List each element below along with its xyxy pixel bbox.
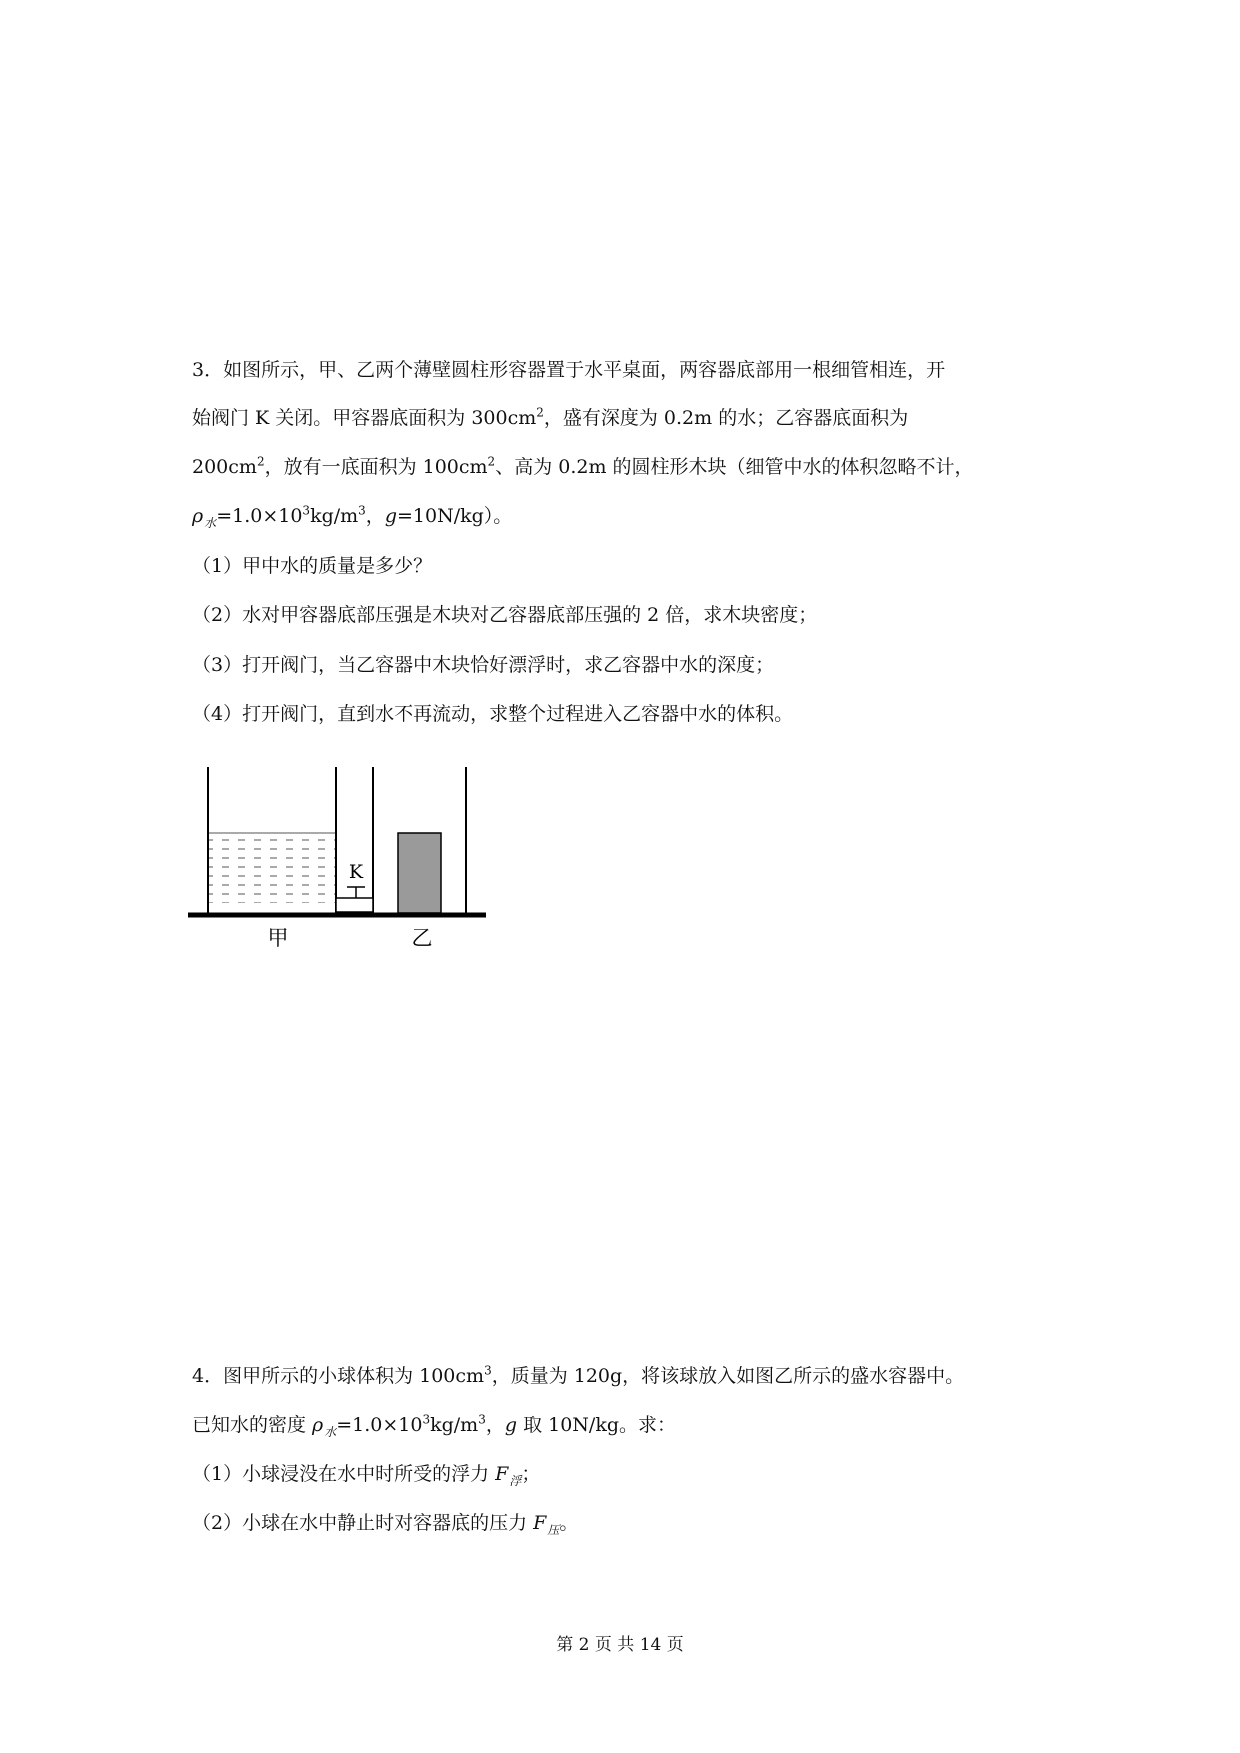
connecting-pipe (336, 898, 373, 912)
question-4-sub-2: （2）小球在水中静止时对容器底的压力 $F_压$。 (192, 1512, 579, 1537)
containers-diagram (188, 755, 498, 970)
question-4-sub-1: （1）小球浸没在水中时所受的浮力 $F_浮$； (192, 1463, 541, 1488)
valve-k[interactable] (347, 887, 365, 898)
question-3-line-3: $200cm^2$，放有一底面积为 $100cm^2$、高为 0.2m 的圆柱形木块（细管中水的体积忽略不计， (192, 454, 974, 478)
question-3-sub-3: （3）打开阀门，当乙容器中木块恰好漂浮时，求乙容器中水的深度； (192, 654, 775, 676)
question-3-line-2: 始阀门 K 关闭。甲容器底面积为 $300cm^2$，盛有深度为 0.2m 的水；乙容器底面积为 (192, 405, 909, 429)
page-number: 第 2 页 共 14 页 (556, 1635, 684, 1655)
water-a (208, 833, 336, 903)
container-b-label: 乙 (411, 926, 433, 950)
question-4-line-1: 4．图甲所示的小球体积为 $100cm^3$，质量为 120g，将该球放入如图乙所示的盛水容器中。 (192, 1363, 965, 1387)
container-a-label: 甲 (267, 926, 289, 950)
question-3-sub-1: （1）甲中水的质量是多少？ (192, 555, 433, 577)
question-3-line-1: 3．如图所示，甲、乙两个薄壁圆柱形容器置于水平桌面，两容器底部用一根细管相连，开 (192, 359, 946, 381)
question-3-sub-4: （4）打开阀门，直到水不再流动，求整个过程进入乙容器中水的体积。 (192, 703, 794, 725)
wooden-block (398, 833, 441, 913)
question-3-sub-2: （2）水对甲容器底部压强是木块对乙容器底部压强的 2 倍，求木块密度； (192, 604, 818, 626)
valve-label: K (348, 861, 364, 883)
question-3-constants: $\rho_水=1.0\times 10^3kg/m^3$，g=10N/kg）。 (192, 503, 513, 530)
question-4-line-2: 已知水的密度 $\rho_水=1.0\times 10^3kg/m^3$，g 取 10N/kg。求： (192, 1412, 676, 1439)
